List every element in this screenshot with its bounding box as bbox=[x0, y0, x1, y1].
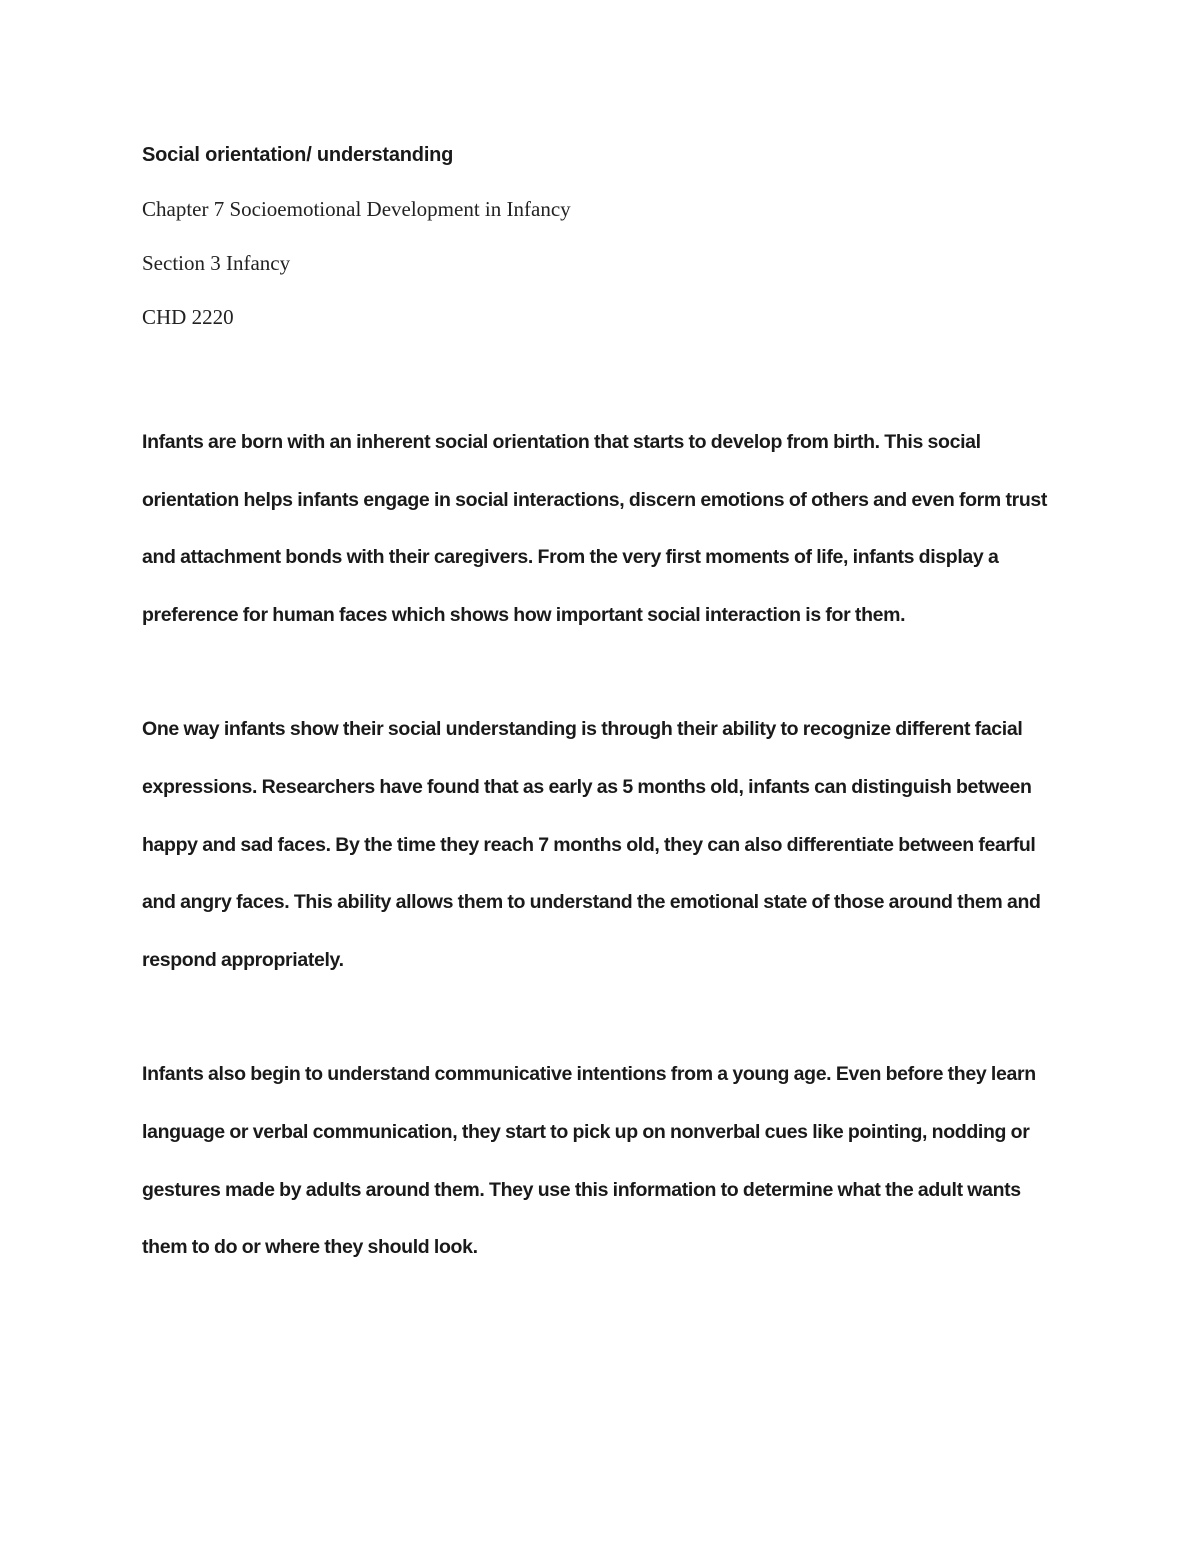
section-line: Section 3 Infancy bbox=[142, 251, 291, 275]
document-title: Social orientation/ understanding bbox=[142, 144, 454, 166]
paragraph-1: Infants are born with an inherent social orientation that starts to develop from birth. This social orientation helps infants engage in social interactions, discern emotions of others and even form trust and attachment bonds with their caregivers. From the very first moments of life, infants display a preference for human faces which shows how important social interaction is for them. bbox=[142, 431, 1048, 626]
chapter-line: Chapter 7 Socioemotional Development in Infancy bbox=[142, 197, 571, 221]
document-header bbox=[142, 140, 1062, 356]
course-line: CHD 2220 bbox=[142, 305, 234, 329]
paragraph-2: One way infants show their social understanding is through their ability to recognize different facial expressions. Researchers have found that as early as 5 months old, infants can distinguish between happy and sad faces. By the time they reach 7 months old, they can also differentiate between fearful and angry faces. This ability allows them to understand the emotional state of those around them and respond appropriately. bbox=[142, 718, 1041, 971]
document-body bbox=[142, 414, 1067, 1334]
paragraph-3: Infants also begin to understand communicative intentions from a young age. Even before they learn language or verbal communication, they start to pick up on nonverbal cues like pointing, nodding or gestures made by adults around them. They use this information to determine what the adult wants them to do or where they should look. bbox=[142, 1063, 1036, 1259]
